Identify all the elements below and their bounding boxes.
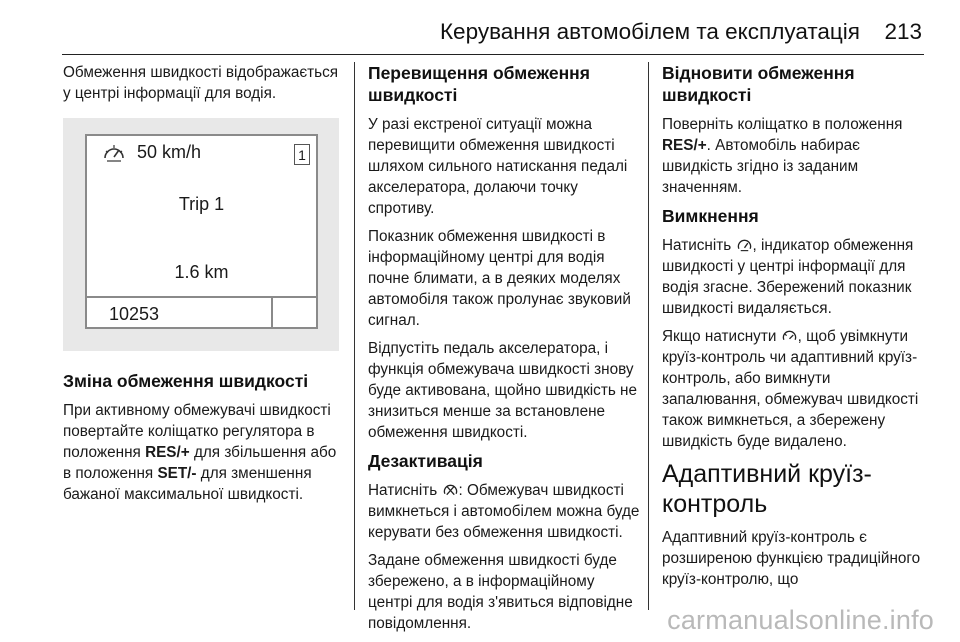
trip-value: 1.6 km: [174, 262, 229, 282]
odometer: 10253: [109, 304, 160, 324]
speed-limiter-icon: [101, 142, 127, 168]
column-1: [63, 62, 345, 512]
column-divider: [354, 62, 355, 610]
acc-paragraph: Адаптивний круїз-контроль є розширеною функцією традиційного круїз-контролю, що: [662, 529, 921, 588]
trip-label: Trip 1: [178, 194, 225, 214]
odometer-split: [271, 296, 273, 327]
change-heading: Зміна обмеження швидкості: [63, 371, 309, 391]
speed-limiter-icon: [737, 238, 752, 252]
switch-off-paragraph-1: Натисніть , індикатор обмеження швидкості у центрі інформації для водія згасне. Збережений показник швидкості видаляється.: [662, 237, 914, 317]
running-title: Керування автомобілем та експлуатація: [439, 19, 860, 44]
header-rule: [62, 54, 924, 55]
exceed-paragraph-2: Показник обмеження швидкості в інформаційному центрі для водія почне блимати, а в деяких моделях автомобіля також пролунає звуковий сигнал.: [368, 228, 631, 329]
page-header: [0, 0, 960, 54]
acc-heading: Адаптивний круїз-контроль: [662, 460, 872, 518]
switch-off-paragraph-2: Якщо натиснути , щоб увімкнути круїз-контроль чи адаптивний круїз-контроль, або вимкнути запалювання, обмежувач швидкості також вимкнеться, а збережену швидкість буде видалено.: [662, 328, 919, 450]
dic-screen: [85, 134, 318, 329]
column-2: [368, 62, 640, 641]
exceed-paragraph-1: У разі екстреної ситуації можна перевищити обмеження швидкості шляхом сильного натискання педалі акселератора, долаючи точку спротиву.: [368, 116, 628, 217]
switch-off-heading: Вимкнення: [662, 206, 759, 226]
deactivation-heading: Дезактивація: [368, 451, 483, 471]
cancel-limiter-icon: [443, 483, 458, 497]
deactivation-paragraph-1: Натисніть : Обмежувач швидкості вимкнеться і автомобілем можна буде керувати без обмеження швидкості.: [368, 482, 640, 541]
dic-illustration: [63, 118, 339, 351]
watermark: carmanualsonline.info: [667, 605, 934, 635]
change-paragraph: При активному обмежувачі швидкості повертайте коліщатко регулятора в положення RES/+ для збільшення або в положення SET/- для зменшення бажаної максимальної швидкості.: [63, 402, 337, 503]
restore-paragraph: Поверніть коліщатко в положення RES/+. Автомобіль набирає швидкість згідно із заданим значенням.: [662, 116, 903, 196]
exceed-paragraph-3: Відпустіть педаль акселератора, і функція обмежувача швидкості знову буде активована, щойно швидкість не знизиться менше за встановлене обмеження швидкості.: [368, 340, 638, 441]
set-speed: 50 km/h: [137, 142, 202, 162]
trip-badge: 1: [294, 144, 310, 165]
restore-heading: Відновити обмеження швидкості: [662, 63, 855, 105]
column-3: [662, 62, 932, 597]
odometer-divider: [87, 296, 316, 298]
exceed-heading: Перевищення обмеження швидкості: [368, 63, 590, 105]
cruise-control-icon: [782, 329, 797, 343]
deactivation-paragraph-2: Задане обмеження швидкості буде збережено, а в інформаційному центрі для водія з'явиться відповідне повідомлення.: [368, 552, 633, 632]
column-divider: [648, 62, 649, 610]
page-number: 213: [884, 19, 922, 44]
intro-paragraph: Обмеження швидкості відображається у центрі інформації для водія.: [63, 64, 339, 102]
